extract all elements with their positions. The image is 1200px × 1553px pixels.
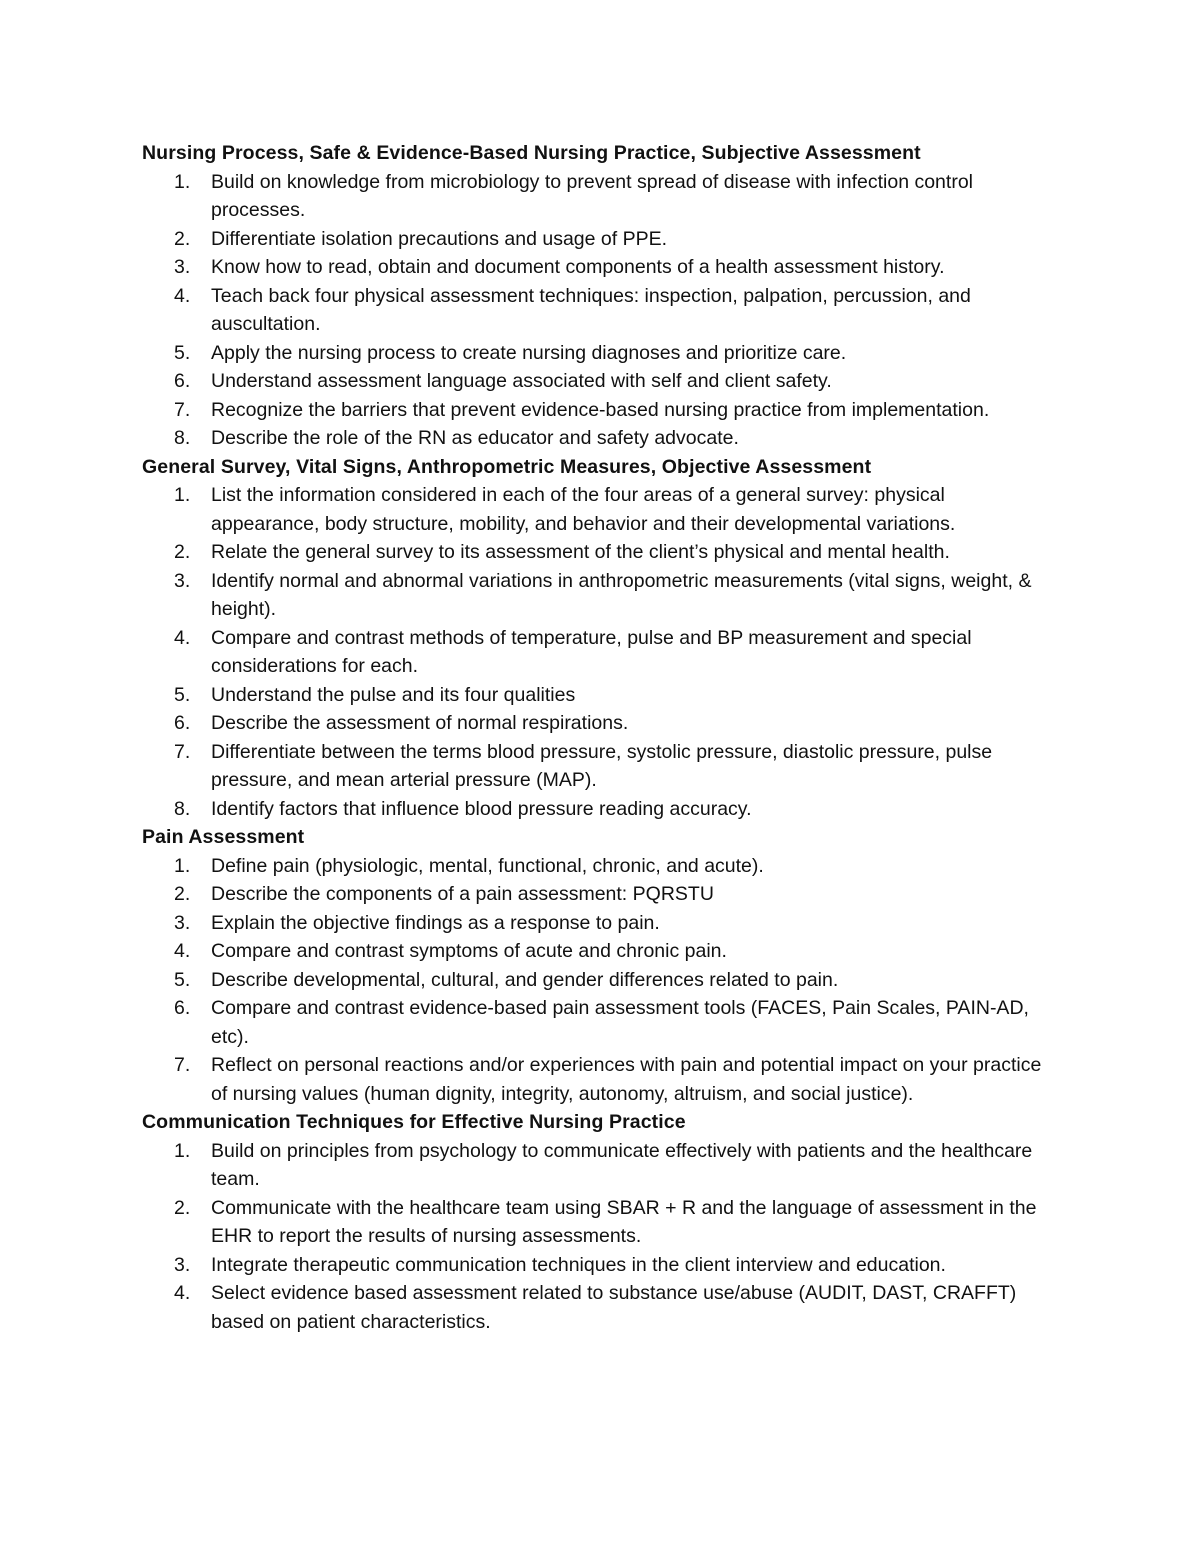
section-nursing-process xyxy=(142,139,1070,453)
objective-list xyxy=(142,168,1070,453)
item-text: Describe the components of a pain assessment: PQRSTU xyxy=(211,883,714,905)
item-number: 2. xyxy=(174,227,191,250)
list-item xyxy=(142,937,1070,966)
item-text: Describe the role of the RN as educator and safety advocate. xyxy=(211,427,739,449)
item-number: 6. xyxy=(174,370,191,392)
objective-list xyxy=(142,852,1070,1109)
item-number: 5. xyxy=(174,683,191,706)
list-item xyxy=(142,168,1070,225)
item-number: 8. xyxy=(174,797,191,820)
section-heading: Communication Techniques for Effective Nursing Practice xyxy=(142,1111,686,1133)
list-item xyxy=(142,1251,1070,1280)
item-text: Integrate therapeutic communication techniques in the client interview and education. xyxy=(211,1253,946,1276)
list-item xyxy=(142,681,1070,710)
list-item xyxy=(142,424,1070,453)
item-number: 1. xyxy=(174,1139,191,1162)
objective-list xyxy=(142,1137,1070,1337)
list-item xyxy=(142,966,1070,995)
list-item xyxy=(142,367,1070,396)
item-number: 7. xyxy=(174,1054,191,1076)
list-item xyxy=(142,396,1070,425)
list-item xyxy=(142,880,1070,909)
item-text: Differentiate isolation precautions and usage of PPE. xyxy=(211,227,668,250)
item-number: 1. xyxy=(174,854,191,877)
section-heading: General Survey, Vital Signs, Anthropometric Measures, Objective Assessment xyxy=(142,455,872,478)
item-text: Apply the nursing process to create nursing diagnoses and prioritize care. xyxy=(211,341,847,364)
item-text: Relate the general survey to its assessment of the client’s physical and mental health. xyxy=(211,541,950,563)
item-number: 5. xyxy=(174,968,191,991)
item-text: Teach back four physical assessment techniques: inspection, palpation, percussion, and auscultation. xyxy=(211,284,971,335)
list-item xyxy=(142,225,1070,254)
item-number: 4. xyxy=(174,940,191,962)
item-text: Select evidence based assessment related to substance use/abuse (AUDIT, DAST, CRAFFT) based on patient characteristics. xyxy=(211,1282,1017,1333)
section-general-survey xyxy=(142,453,1070,824)
list-item xyxy=(142,481,1070,538)
item-number: 4. xyxy=(174,626,191,649)
item-number: 5. xyxy=(174,341,191,364)
list-item xyxy=(142,994,1070,1051)
item-number: 4. xyxy=(174,284,191,307)
list-item xyxy=(142,909,1070,938)
item-number: 3. xyxy=(174,911,191,934)
item-text: Understand assessment language associated with self and client safety. xyxy=(211,370,832,392)
list-item xyxy=(142,567,1070,624)
list-item xyxy=(142,1279,1070,1336)
item-number: 3. xyxy=(174,569,191,592)
list-item xyxy=(142,1051,1070,1108)
item-number: 7. xyxy=(174,740,191,763)
section-pain-assessment xyxy=(142,823,1070,1108)
item-text: Compare and contrast symptoms of acute and chronic pain. xyxy=(211,940,727,962)
list-item xyxy=(142,282,1070,339)
item-text: Differentiate between the terms blood pressure, systolic pressure, diastolic pressure, pulse pressure, and mean arterial pressure (MAP). xyxy=(211,740,993,791)
item-text: Communicate with the healthcare team using SBAR + R and the language of assessment in the EHR to report the results of nursing assessments. xyxy=(211,1196,1037,1247)
item-text: Identify normal and abnormal variations in anthropometric measurements (vital signs, weight, & height). xyxy=(211,569,1032,620)
item-text: Compare and contrast evidence-based pain assessment tools (FACES, Pain Scales, PAIN-AD, etc). xyxy=(211,997,1029,1048)
item-text: Recognize the barriers that prevent evidence-based nursing practice from implementation. xyxy=(211,398,990,421)
item-number: 4. xyxy=(174,1282,191,1304)
item-text: Define pain (physiologic, mental, functional, chronic, and acute). xyxy=(211,854,764,877)
item-number: 3. xyxy=(174,1253,191,1276)
list-item xyxy=(142,852,1070,881)
item-number: 8. xyxy=(174,427,191,449)
item-text: Understand the pulse and its four qualities xyxy=(211,683,576,706)
list-item xyxy=(142,538,1070,567)
section-communication-techniques xyxy=(142,1108,1070,1336)
section-heading: Nursing Process, Safe & Evidence-Based Nursing Practice, Subjective Assessment xyxy=(142,142,921,164)
list-item xyxy=(142,795,1070,824)
item-number: 1. xyxy=(174,484,191,506)
item-number: 6. xyxy=(174,712,191,734)
section-heading: Pain Assessment xyxy=(142,826,305,848)
list-item xyxy=(142,1194,1070,1251)
item-text: Explain the objective findings as a response to pain. xyxy=(211,911,660,934)
list-item xyxy=(142,1137,1070,1194)
item-text: Identify factors that influence blood pressure reading accuracy. xyxy=(211,797,752,820)
item-number: 2. xyxy=(174,883,191,905)
item-text: Compare and contrast methods of temperature, pulse and BP measurement and special considerations for each. xyxy=(211,626,972,677)
list-item xyxy=(142,709,1070,738)
list-item xyxy=(142,624,1070,681)
item-text: Build on principles from psychology to communicate effectively with patients and the healthcare team. xyxy=(211,1139,1033,1190)
item-number: 6. xyxy=(174,997,191,1019)
list-item xyxy=(142,339,1070,368)
objective-list xyxy=(142,481,1070,823)
item-number: 3. xyxy=(174,256,191,278)
item-text: List the information considered in each of the four areas of a general survey: physical appearance, body structure, mobility, and behavior and their developmental variations. xyxy=(211,484,956,535)
item-number: 1. xyxy=(174,170,191,193)
item-number: 2. xyxy=(174,541,191,563)
list-item xyxy=(142,253,1070,282)
item-text: Describe the assessment of normal respirations. xyxy=(211,712,629,734)
item-text: Describe developmental, cultural, and gender differences related to pain. xyxy=(211,968,839,991)
item-number: 7. xyxy=(174,398,191,421)
list-item xyxy=(142,738,1070,795)
item-number: 2. xyxy=(174,1196,191,1219)
item-text: Build on knowledge from microbiology to prevent spread of disease with infection control processes. xyxy=(211,170,973,221)
item-text: Reflect on personal reactions and/or experiences with pain and potential impact on your practice of nursing values (human dignity, integrity, autonomy, altruism, and social justice). xyxy=(211,1054,1042,1105)
item-text: Know how to read, obtain and document components of a health assessment history. xyxy=(211,256,945,278)
